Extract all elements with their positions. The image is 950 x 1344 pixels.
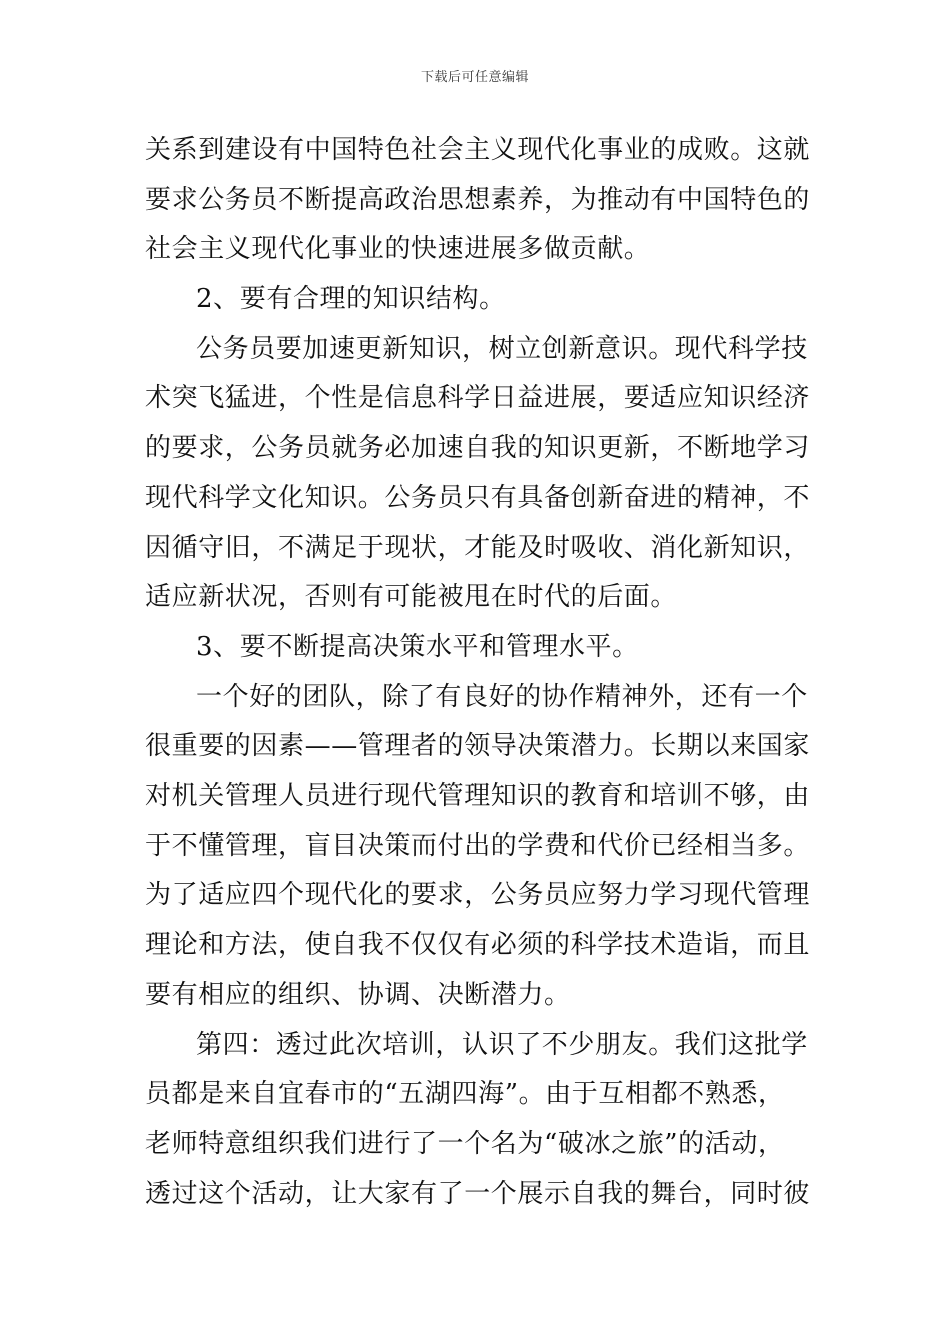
text-line: 第四：透过此次培训，认识了不少朋友。我们这批学 (196, 1030, 808, 1060)
text-line: 员都是来自宜春市的“五湖四海”。由于互相都不熟悉， (145, 1079, 785, 1109)
text-line: 的要求，公务员就务必加速自我的知识更新，不断地学习 (145, 433, 811, 463)
text-line: 术突飞猛进，个性是信息科学日益进展，要适应知识经济 (145, 383, 811, 413)
text-line: 社会主义现代化事业的快速进展多做贡献。 (145, 234, 651, 264)
text-line: 现代科学文化知识。公务员只有具备创新奋进的精神，不 (145, 483, 811, 513)
text-line: 要求公务员不断提高政治思想素养，为推动有中国特色的 (145, 185, 811, 215)
text-line: 对机关管理人员进行现代管理知识的教育和培训不够，由 (145, 781, 811, 811)
text-line: 很重要的因素——管理者的领导决策潜力。长期以来国家 (145, 731, 811, 761)
text-line: 因循守旧，不满足于现状，才能及时吸收、消化新知识， (145, 533, 811, 563)
text-line: 为了适应四个现代化的要求，公务员应努力学习现代管理 (145, 880, 811, 910)
text-line: 公务员要加速更新知识，树立创新意识。现代科学技 (196, 334, 808, 364)
section-heading: 2、要有合理的知识结构。 (196, 284, 506, 314)
page-header: 下载后可任意编辑 (420, 70, 529, 85)
text-line: 适应新状况，否则有可能被甩在时代的后面。 (145, 582, 678, 612)
section-heading: 3、要不断提高决策水平和管理水平。 (196, 632, 639, 662)
text-line: 一个好的团队，除了有良好的协作精神外，还有一个 (196, 682, 808, 712)
text-line: 关系到建设有中国特色社会主义现代化事业的成败。这就 (145, 135, 811, 165)
text-line: 老师特意组织我们进行了一个名为“破冰之旅”的活动， (145, 1129, 785, 1159)
text-line: 透过这个活动，让大家有了一个展示自我的舞台，同时彼 (145, 1179, 811, 1209)
text-line: 要有相应的组织、协调、决断潜力。 (145, 980, 571, 1010)
text-line: 理论和方法，使自我不仅仅有必须的科学技术造诣，而且 (145, 930, 811, 960)
text-line: 于不懂管理，盲目决策而付出的学费和代价已经相当多。 (145, 831, 811, 861)
